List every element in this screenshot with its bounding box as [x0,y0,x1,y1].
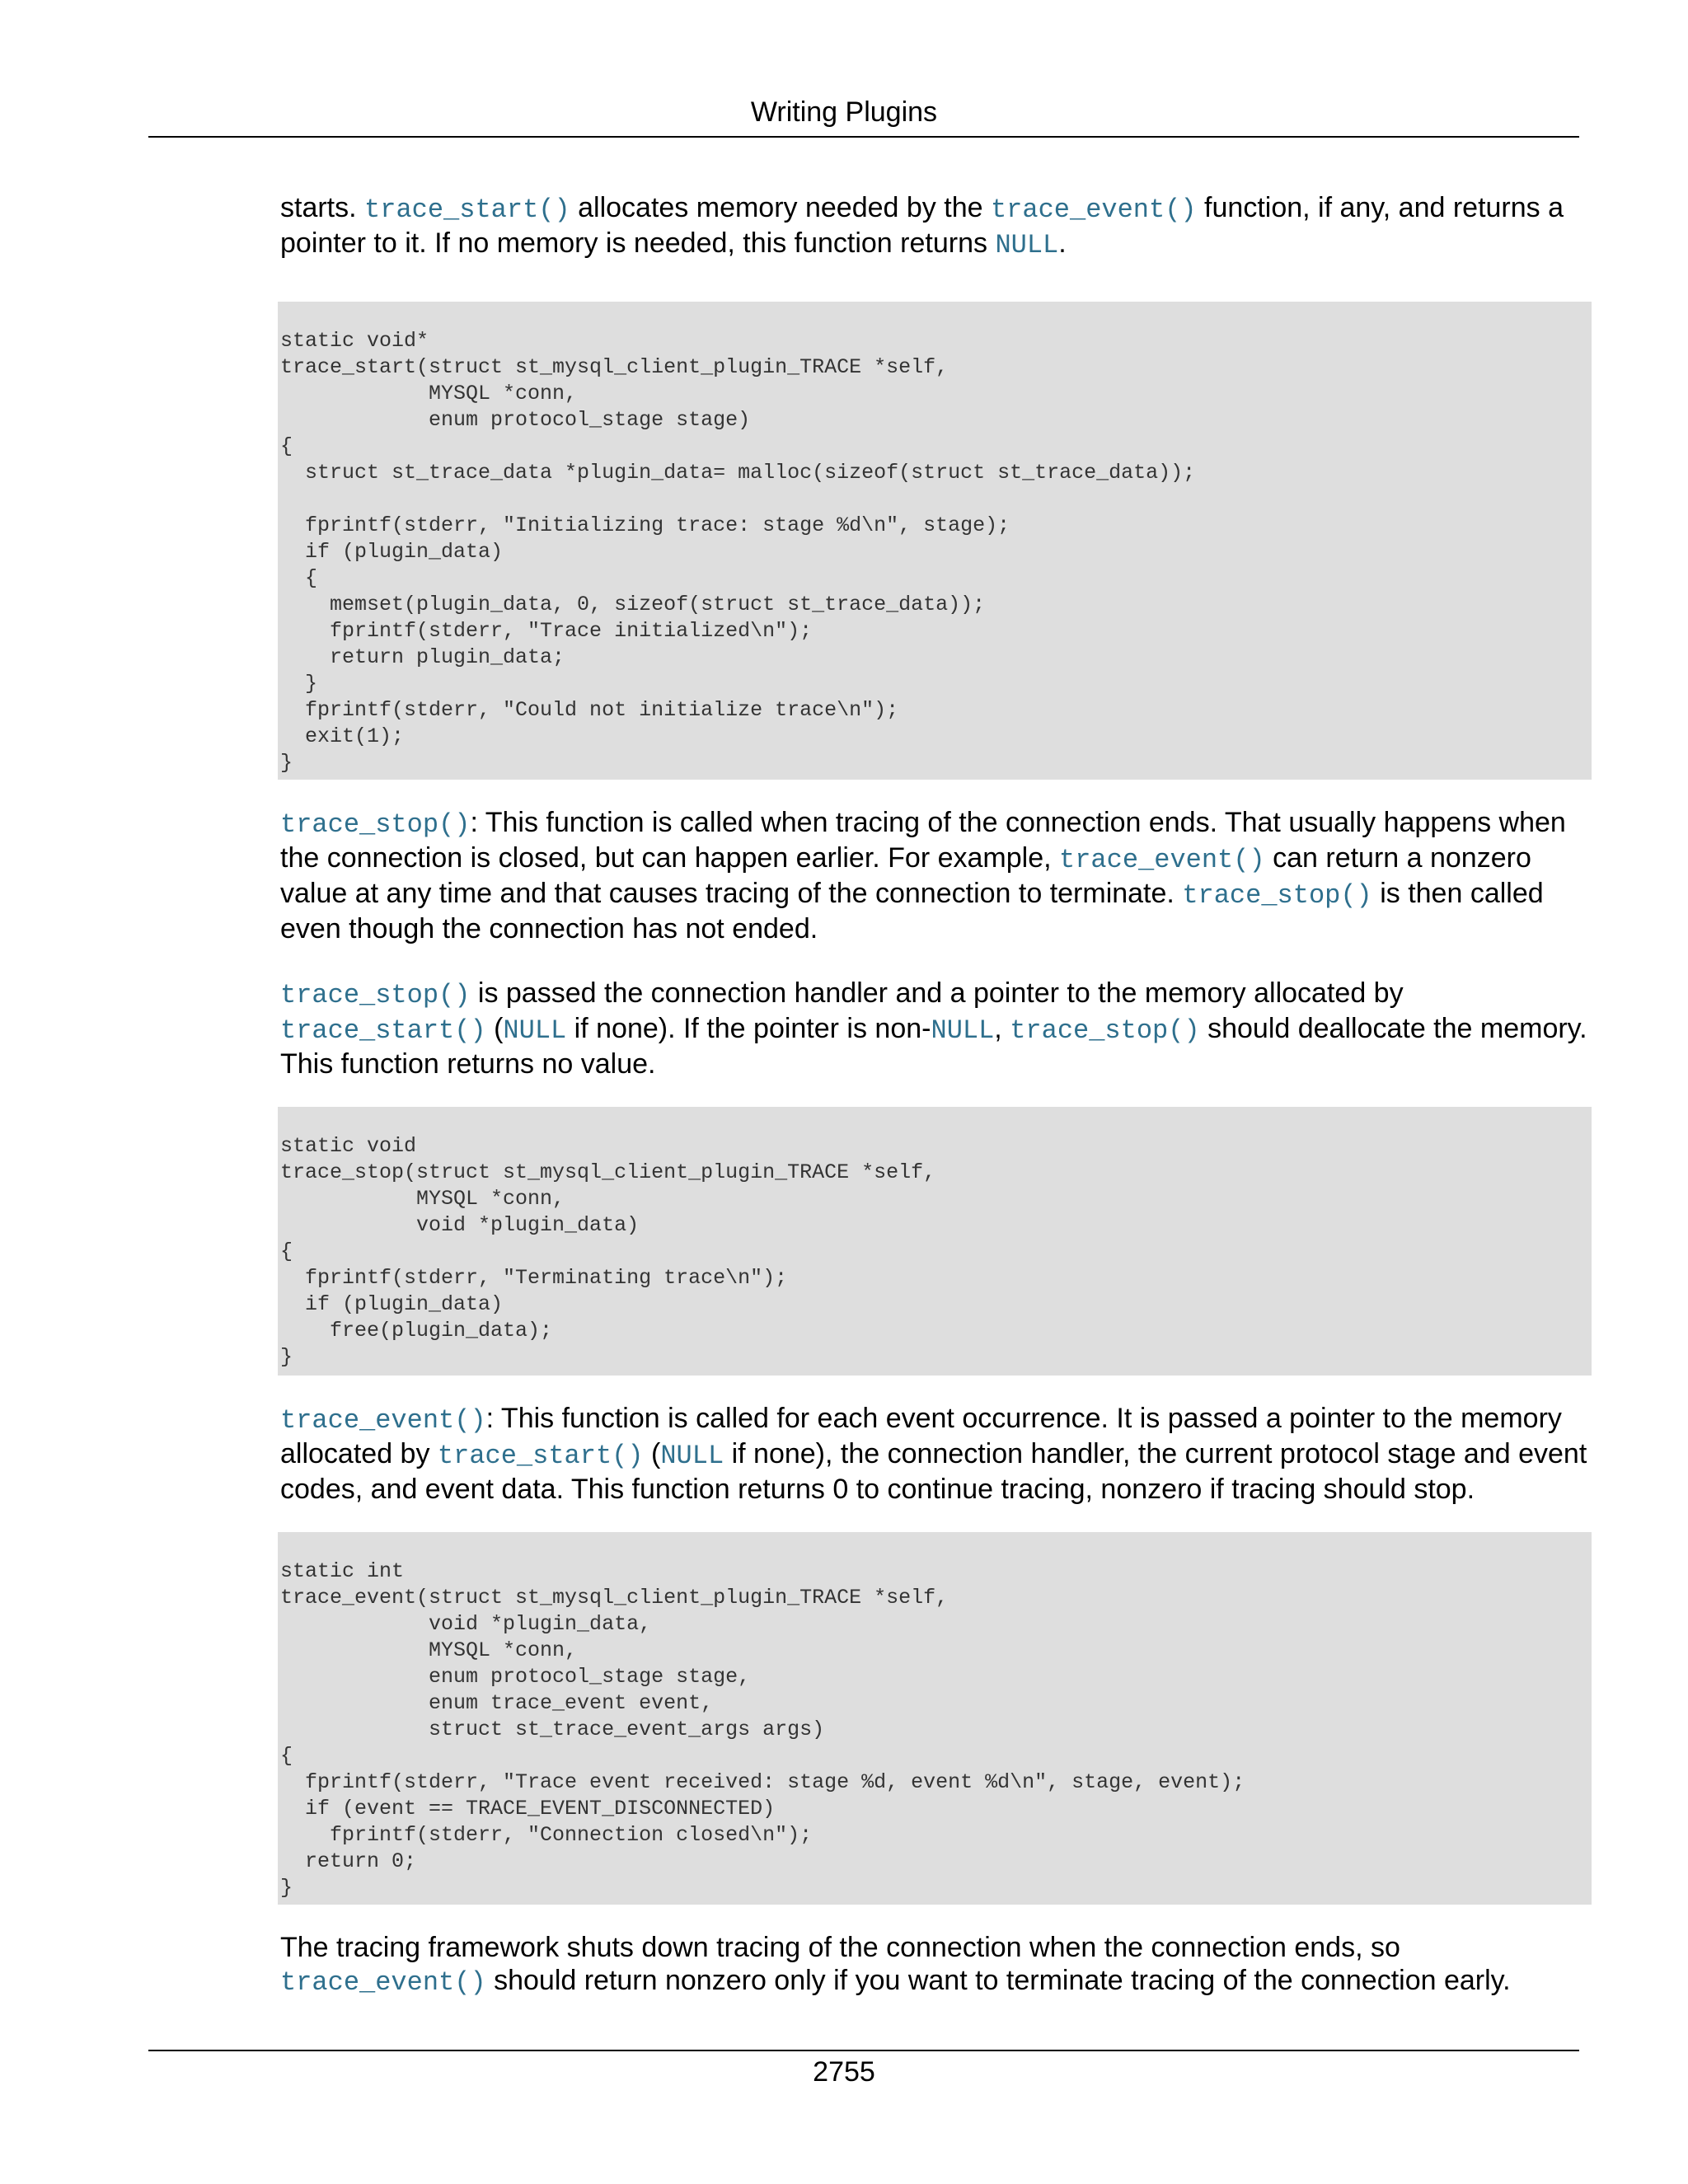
code-line: struct st_trace_event_args args) [280,1718,825,1741]
code-line: { [280,566,318,590]
paragraph-tracing-framework [280,1931,1599,1999]
text: , [994,1013,1010,1044]
code-line: MYSQL *conn, [280,1638,578,1662]
inline-code: trace_event() [280,1967,486,1998]
code-line: { [280,1240,293,1263]
code-line: memset(plugin_data, 0, sizeof(struct st_trace_data)); [280,593,986,616]
text: ( [485,1013,504,1044]
code-line: struct st_trace_data *plugin_data= malloc(sizeof(struct st_trace_data)); [280,461,1196,485]
footer-rule [148,2050,1579,2051]
code-line: void *plugin_data, [280,1612,652,1636]
text: if none). If the pointer is non- [566,1013,931,1044]
paragraph-trace-stop-description [280,806,1599,945]
page-number: 2755 [813,2056,875,2088]
text: starts. [280,192,365,223]
text: . [1058,227,1067,259]
inline-code: NULL [503,1015,567,1046]
code-line: void *plugin_data) [280,1213,640,1237]
inline-code: trace_stop() [1010,1015,1200,1046]
text: function, if any, and returns a pointer to it. If no memory is needed, this function returns [280,192,1564,259]
inline-code: trace_stop() [280,809,471,840]
inline-code: NULL [995,230,1059,260]
text: is then called even though the connection has not ended. [280,878,1544,944]
code-line: if (event == TRACE_EVENT_DISCONNECTED) [280,1797,776,1821]
inline-code: trace_stop() [1182,880,1372,911]
paragraph-trace-stop-memory [280,977,1599,1080]
code-line: enum trace_event event, [280,1691,714,1715]
code-block-trace-event [278,1532,1592,1905]
code-line: trace_start(struct st_mysql_client_plugin_TRACE *self, [280,355,949,379]
code-line: trace_stop(struct st_mysql_client_plugin_TRACE *self, [280,1160,936,1184]
code-line: } [280,751,293,775]
text: The tracing framework shuts down tracing of the connection when the connection ends, so [280,1932,1400,1963]
code-line: fprintf(stderr, "Could not initialize trace\n"); [280,698,899,722]
inline-code: trace_event() [280,1405,486,1436]
text: allocates memory needed by the [570,192,991,223]
text: is passed the connection handler and a pointer to the memory allocated by [470,977,1404,1009]
code-line: if (plugin_data) [280,1292,504,1316]
code-line: MYSQL *conn, [280,1187,565,1211]
text: if none), the connection handler, the current protocol stage and event codes, and event data. This function returns 0 to continue tracing, nonzero if tracing should stop. [280,1438,1587,1505]
inline-code: trace_start() [364,194,570,225]
inline-code: trace_stop() [280,980,471,1010]
page-content [280,191,1599,1999]
text: should return nonzero only if you want to terminate tracing of the connection early. [485,1965,1511,1996]
code-line: } [280,672,318,696]
inline-code: trace_start() [280,1015,486,1046]
inline-code: trace_start() [437,1441,644,1471]
paragraph-trace-event-description [280,1402,1599,1506]
text: can return a nonzero value at any time and that causes tracing of the connection to terminate. [280,842,1531,909]
code-line: free(plugin_data); [280,1319,553,1343]
page-header-title: Writing Plugins [750,96,938,128]
inline-code: trace_event() [990,194,1197,225]
code-line: return 0; [280,1849,417,1873]
code-line: fprintf(stderr, "Initializing trace: stage %d\n", stage); [280,513,1010,537]
code-line: fprintf(stderr, "Trace initialized\n"); [280,619,813,643]
inline-code: NULL [660,1441,724,1471]
code-line: static void* [280,329,429,353]
code-line: return plugin_data; [280,645,565,669]
code-line: trace_event(struct st_mysql_client_plugin_TRACE *self, [280,1586,949,1610]
code-line: MYSQL *conn, [280,382,578,405]
code-line: fprintf(stderr, "Connection closed\n"); [280,1823,813,1847]
text: : This function is called when tracing of the connection ends. That usually happens when the connection is closed, but can happen earlier. For example, [280,807,1566,874]
text: should deallocate the memory. This function returns no value. [280,1013,1587,1080]
code-line [280,486,1592,513]
code-line: if (plugin_data) [280,540,504,564]
code-line: { [280,434,293,458]
code-line: enum protocol_stage stage) [280,408,751,432]
code-line: { [280,1744,293,1768]
header-rule [148,136,1579,138]
code-block-trace-stop [278,1107,1592,1376]
code-line: exit(1); [280,724,405,748]
code-line: enum protocol_stage stage, [280,1665,751,1689]
code-line: static int [280,1559,405,1583]
code-line: } [280,1345,293,1369]
text: : This function is called for each event occurrence. It is passed a pointer to the memory allocated by [280,1403,1562,1469]
code-line: static void [280,1134,417,1158]
inline-code: trace_event() [1059,845,1265,875]
code-line: } [280,1876,293,1900]
inline-code: NULL [931,1015,995,1046]
paragraph-trace-start-intro [280,191,1599,262]
code-block-trace-start [278,302,1592,780]
code-line: fprintf(stderr, "Terminating trace\n"); [280,1266,788,1290]
code-line: fprintf(stderr, "Trace event received: stage %d, event %d\n", stage, event); [280,1770,1245,1794]
text: ( [643,1438,661,1469]
